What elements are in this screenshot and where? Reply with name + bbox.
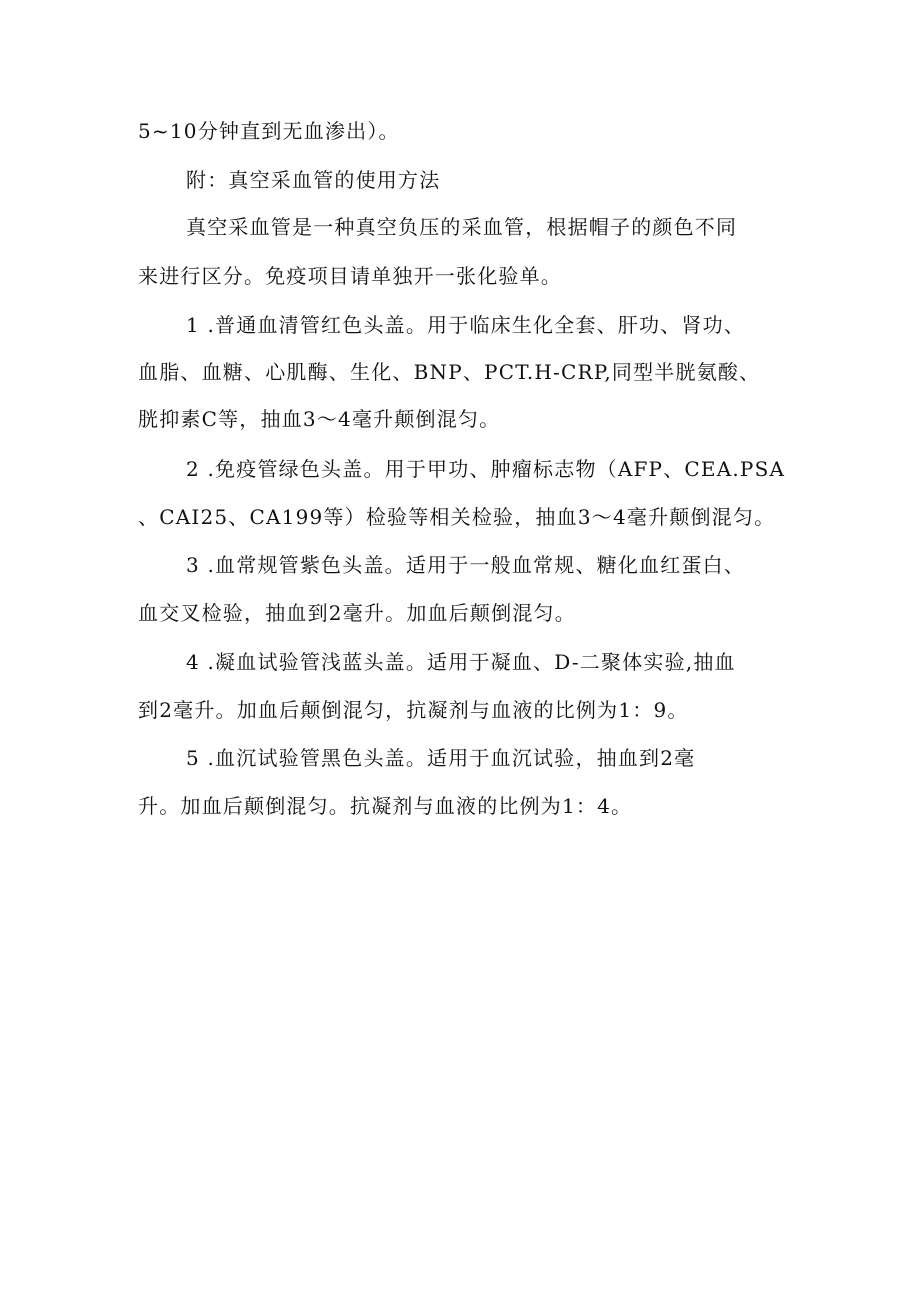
list-item-1-line: 胱抑素C等，抽血3～4毫升颠倒混匀。 <box>138 407 501 431</box>
paragraph-line: 5~10分钟直到无血渗出）。 <box>138 119 400 143</box>
section-heading: 附：真空采血管的使用方法 <box>186 168 441 192</box>
list-item-1-line: 血脂、血糖、心肌酶、生化、BNP、PCT.H-CRP,同型半胱氨酸、 <box>138 360 761 384</box>
list-item-5-line: 升。加血后颠倒混匀。抗凝剂与血液的比例为1：4。 <box>138 794 633 818</box>
list-item-1-line: 1 .普通血清管红色头盖。用于临床生化全套、肝功、肾功、 <box>186 313 746 337</box>
list-item-3-line: 血交叉检验，抽血到2毫升。加血后颠倒混匀。 <box>138 601 576 625</box>
paragraph-line: 来进行区分。免疫项目请单独开一张化验单。 <box>138 264 562 288</box>
list-item-5-line: 5 .血沉试验管黑色头盖。适用于血沉试验，抽血到2毫 <box>186 746 696 770</box>
list-item-3-line: 3 .血常规管紫色头盖。适用于一般血常规、糖化血红蛋白、 <box>186 553 746 577</box>
list-item-2-line: 、CAI25、CA199等）检验等相关检验，抽血3～4毫升颠倒混匀。 <box>138 505 776 529</box>
list-item-4-line: 4 .凝血试验管浅蓝头盖。适用于凝血、D-二聚体实验,抽血 <box>186 650 736 674</box>
list-item-4-line: 到2毫升。加血后颠倒混匀，抗凝剂与血液的比例为1：9。 <box>138 698 689 722</box>
paragraph-line: 真空采血管是一种真空负压的采血管，根据帽子的颜色不同 <box>186 215 738 239</box>
list-item-2-line: 2 .免疫管绿色头盖。用于甲功、肿瘤标志物（AFP、CEA.PSA <box>186 457 786 481</box>
